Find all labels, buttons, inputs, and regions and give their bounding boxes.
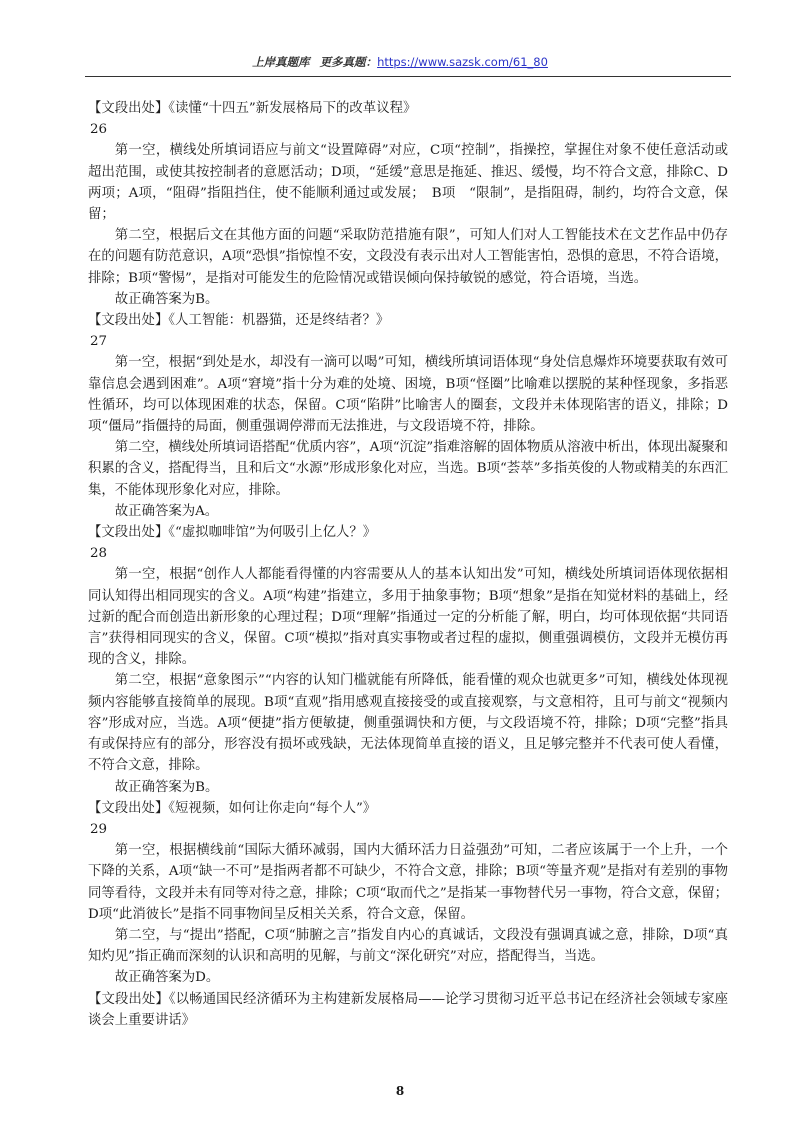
source-citation: 【文段出处】《以畅通国民经济循环为主构建新发展格局——论学习贯彻习近平总书记在经济社会领域专家座谈会上重要讲话》 <box>88 991 728 1028</box>
explanation-paragraph: 第一空，根据“到处是水，却没有一滴可以喝”可知，横线所填词语体现“身处信息爆炸环境要获取有效可靠信息会遇到困难”。A项“窘境”指十分为难的处境、困境，B项“怪圈”比喻难以摆脱的某种怪现象，多指恶性循环，均可以体现困难的状态，保留。C项“陷阱”比喻害人的圈套，文段并未体现陷害的语义，排除；D项“僵局”指僵持的局面，侧重强调停滞而无法推进，与文段语境不符，排除。 <box>88 355 728 435</box>
page-number: 8 <box>395 1084 405 1098</box>
explanation-paragraph: 第二空，根据后文在其他方面的问题“采取防范措施有限”，可知人们对人工智能技术在文艺作品中仍存在的问题有防范意识，A项“恐惧”指惊惶不安，文段没有表示出对人工智能害怕，恐惧的意思，不符合语境，排除；B项“警惕”，是指对可能发生的危险情况或错误倾向保持敏锐的感觉，符合语境，当选。 <box>88 228 728 286</box>
source-citation: 【文段出处】《“虚拟咖啡馆”为何吸引上亿人？》 <box>88 525 377 541</box>
page-header <box>0 54 800 70</box>
header-url-link[interactable]: https://www.sazsk.com/61_80 <box>377 55 548 69</box>
explanation-paragraph: 第一空，根据“创作人人都能看得懂的内容需要从人的基本认知出发”可知，横线处所填词语体现依据相同认知得出相同现实的含义。A项“构建”指建立，多用于抽象事物；B项“想象”是指在知觉材料的基础上，经过新的配合而创造出新形象的心理过程；D项“理解”指通过一定的分析能了解，明白，均可体现依据“共同语言”获得相同现实的含义，保留。C项“模拟”指对真实事物或者过程的虚拟，侧重强调模仿，文段并无模仿再现的含义，排除。 <box>88 567 728 668</box>
header-more-label: 更多真题： <box>319 55 378 69</box>
question-number: 28 <box>90 546 108 562</box>
question-number: 27 <box>90 334 108 350</box>
source-citation: 【文段出处】《读懂“十四五”新发展格局下的改革议程》 <box>88 101 417 116</box>
explanation-paragraph: 第二空，与“提出”搭配，C项“肺腑之言”指发自内心的真诚话，文段没有强调真诚之意，排除，D项“真知灼见”指正确而深刻的认识和高明的见解，与前文“深化研究”对应，搭配得当，当选。 <box>88 927 728 965</box>
explanation-paragraph: 故正确答案为D。 <box>114 970 220 986</box>
question-number: 29 <box>90 821 108 837</box>
explanation-paragraph: 故正确答案为B。 <box>114 291 219 307</box>
explanation-paragraph: 第一空，横线处所填词语应与前文“设置障碍”对应，C项“控制”，指操控，掌握住对象不使任意活动或超出范围，或使其按控制者的意愿活动；D项，“延缓”意思是拖延、推迟、缓慢，均不符合文意，排除C、D两项；A项，“阻碍”指阻挡住，使不能顺利通过或发展； B项 “限制”，是指阻碍，制约，均符合文意，保留； <box>88 143 728 223</box>
source-citation: 【文段出处】《短视频，如何让你走向“每个人”》 <box>88 800 377 816</box>
explanation-paragraph: 第二空，根据“意象图示”“内容的认知门槛就能有所降低，能看懂的观众也就更多”可知，横线处体现视频内容能够直接简单的展现。B项“直观”指用感观直接接受的或直接观察，与文意相符，且可与前文“视频内容”形成对应，当选。A项“便捷”指方便敏捷，侧重强调快和方便，与文段语境不符，排除；D项“完整”指具有或保持应有的部分，形容没有损坏或残缺，无法体现简单直接的语义，且足够完整并不代表可使人看懂，不符合文意，排除。 <box>88 673 728 774</box>
header-divider <box>85 76 731 77</box>
explanation-paragraph: 第二空，横线处所填词语搭配“优质内容”，A项“沉淀”指难溶解的固体物质从溶液中析出，体现出凝聚和积累的含义，搭配得当，且和后文“水源”形成形象化对应，当选。B项“荟萃”多指英俊的人物或精美的东西汇集，不能体现形象化对应，排除。 <box>88 440 728 498</box>
question-number: 26 <box>90 122 108 138</box>
explanation-paragraph: 故正确答案为A。 <box>114 503 219 519</box>
document-body <box>88 98 728 1031</box>
explanation-paragraph: 第一空，根据横线前“国际大循环减弱，国内大循环活力日益强劲”可知，二者应该属于一个上升，一个下降的关系，A项“缺一不可”是指两者都不可缺少，不符合文意，排除；B项“等量齐观”是指对有差别的事物同等看待，文段并未有同等对待之意，排除；C项“取而代之”是指某一事物替代另一事物，符合文意，保留；D项“此消彼长”是指不同事物间呈反相关关系，符合文意，保留。 <box>88 843 728 922</box>
explanation-paragraph: 故正确答案为B。 <box>114 779 219 795</box>
header-site-name: 上岸真题库 <box>252 55 310 69</box>
source-citation: 【文段出处】《人工智能：机器猫，还是终结者？》 <box>88 313 390 329</box>
